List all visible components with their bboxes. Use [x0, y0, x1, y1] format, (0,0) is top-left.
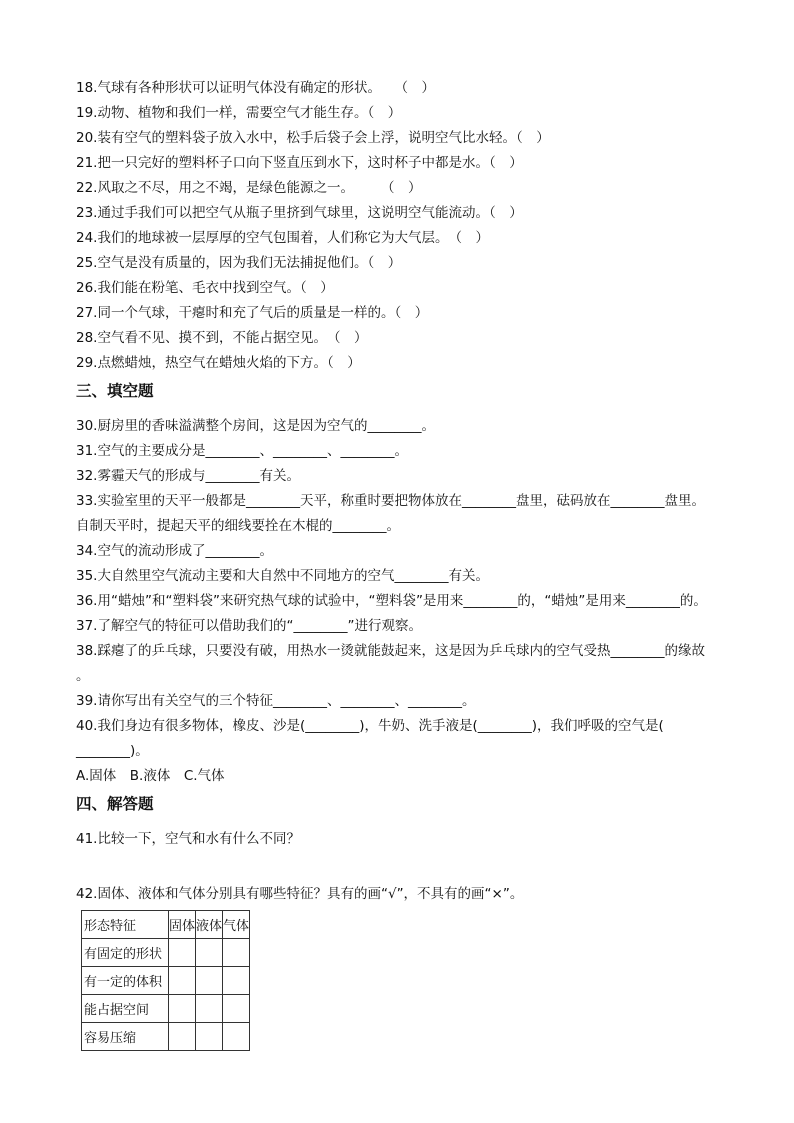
worksheet-page — [76, 76, 726, 1051]
question-40-cont: ________)。 — [76, 743, 149, 759]
table-header-cell: 形态特征 — [82, 911, 169, 939]
table-header-cell: 气体 — [223, 911, 250, 939]
question-39: 39.请你写出有关空气的三个特征________、________、________。 — [76, 693, 476, 709]
section-answer-title: 四、解答题 — [76, 795, 154, 813]
answer-cell[interactable] — [169, 967, 196, 995]
table-header-cell: 固体 — [169, 911, 196, 939]
section-fill-title: 三、填空题 — [76, 382, 154, 400]
table-row — [82, 939, 250, 967]
question-41: 41.比较一下，空气和水有什么不同？ — [76, 831, 300, 847]
table-header-cell: 液体 — [196, 911, 223, 939]
answer-cell[interactable] — [169, 939, 196, 967]
question-22: 22.风取之不尽，用之不竭，是绿色能源之一。 （ ） — [76, 180, 422, 196]
question-37: 37.了解空气的特征可以借助我们的“________”进行观察。 — [76, 618, 422, 634]
question-30: 30.厨房里的香味溢满整个房间，这是因为空气的________。 — [76, 418, 435, 434]
table-row — [82, 967, 250, 995]
answer-cell[interactable] — [196, 939, 223, 967]
question-36: 36.用“蜡烛”和“塑料袋”来研究热气球的试验中，“塑料袋”是用来________的，“蜡烛”是用来________的。 — [76, 593, 707, 609]
question-23: 23.通过手我们可以把空气从瓶子里挤到气球里，这说明空气能流动。（ ） — [76, 205, 523, 221]
question-28: 28.空气看不见、摸不到，不能占据空见。 （ ） — [76, 330, 368, 346]
table-row — [82, 995, 250, 1023]
question-26: 26.我们能在粉笔、毛衣中找到空气。（ ） — [76, 280, 334, 296]
question-21: 21.把一只完好的塑料杯子口向下竖直压到水下，这时杯子中都是水。（ ） — [76, 155, 523, 171]
answer-cell[interactable] — [196, 1023, 223, 1051]
question-19: 19.动物、植物和我们一样，需要空气才能生存。（ ） — [76, 105, 402, 121]
answer-cell[interactable] — [196, 967, 223, 995]
spacer — [76, 406, 726, 414]
question-29: 29.点燃蜡烛，热空气在蜡烛火焰的下方。（ ） — [76, 355, 361, 371]
answer-cell[interactable] — [223, 939, 250, 967]
question-40: 40.我们身边有很多物体，橡皮、沙是(________)，牛奶、洗手液是(________)，我们呼吸的空气是( — [76, 718, 664, 734]
question-33-cont: 自制天平时，提起天平的细线要拴在木棍的________。 — [76, 518, 400, 534]
question-38: 38.踩瘪了的乒乓球，只要没有破，用热水一烫就能鼓起来，这是因为乒乓球内的空气受热________的缘故 — [76, 643, 705, 659]
table-row-label: 有固定的形状 — [82, 939, 169, 967]
judgement-list — [76, 76, 726, 376]
question-34: 34.空气的流动形成了________。 — [76, 543, 273, 559]
question-25: 25.空气是没有质量的，因为我们无法捕捉他们。（ ） — [76, 255, 402, 271]
question-31: 31.空气的主要成分是________、________、________。 — [76, 443, 408, 459]
question-33: 33.实验室里的天平一般都是________天平，称重时要把物体放在________盘里，砝码放在________盘里。 — [76, 493, 705, 509]
question-18: 18.气球有各种形状可以证明气体没有确定的形状。 （ ） — [76, 80, 435, 96]
answer-cell[interactable] — [169, 1023, 196, 1051]
feature-table — [81, 910, 250, 1051]
question-40-options: A.固体 B.液体 C.气体 — [76, 768, 225, 784]
answer-cell[interactable] — [223, 967, 250, 995]
answer-cell[interactable] — [196, 995, 223, 1023]
question-38-cont: 。 — [76, 668, 90, 684]
question-32: 32.雾霾天气的形成与________有关。 — [76, 468, 300, 484]
table-row-label: 有一定的体积 — [82, 967, 169, 995]
spacer — [76, 819, 726, 827]
question-35: 35.大自然里空气流动主要和大自然中不同地方的空气________有关。 — [76, 568, 489, 584]
answer-cell[interactable] — [223, 995, 250, 1023]
answer-space — [76, 852, 726, 882]
table-header-row — [82, 911, 250, 939]
table-row-label: 能占据空间 — [82, 995, 169, 1023]
question-24: 24.我们的地球被一层厚厚的空气包围着，人们称它为大气层。 （ ） — [76, 230, 489, 246]
answer-cell[interactable] — [169, 995, 196, 1023]
table-row — [82, 1023, 250, 1051]
fill-list — [76, 414, 726, 789]
question-27: 27.同一个气球，干瘪时和充了气后的质量是一样的。（ ） — [76, 305, 429, 321]
question-20: 20.装有空气的塑料袋子放入水中，松手后袋子会上浮，说明空气比水轻。（ ） — [76, 130, 550, 146]
table-row-label: 容易压缩 — [82, 1023, 169, 1051]
question-42: 42.固体、液体和气体分别具有哪些特征？具有的画“√”，不具有的画“×”。 — [76, 886, 524, 902]
answer-cell[interactable] — [223, 1023, 250, 1051]
